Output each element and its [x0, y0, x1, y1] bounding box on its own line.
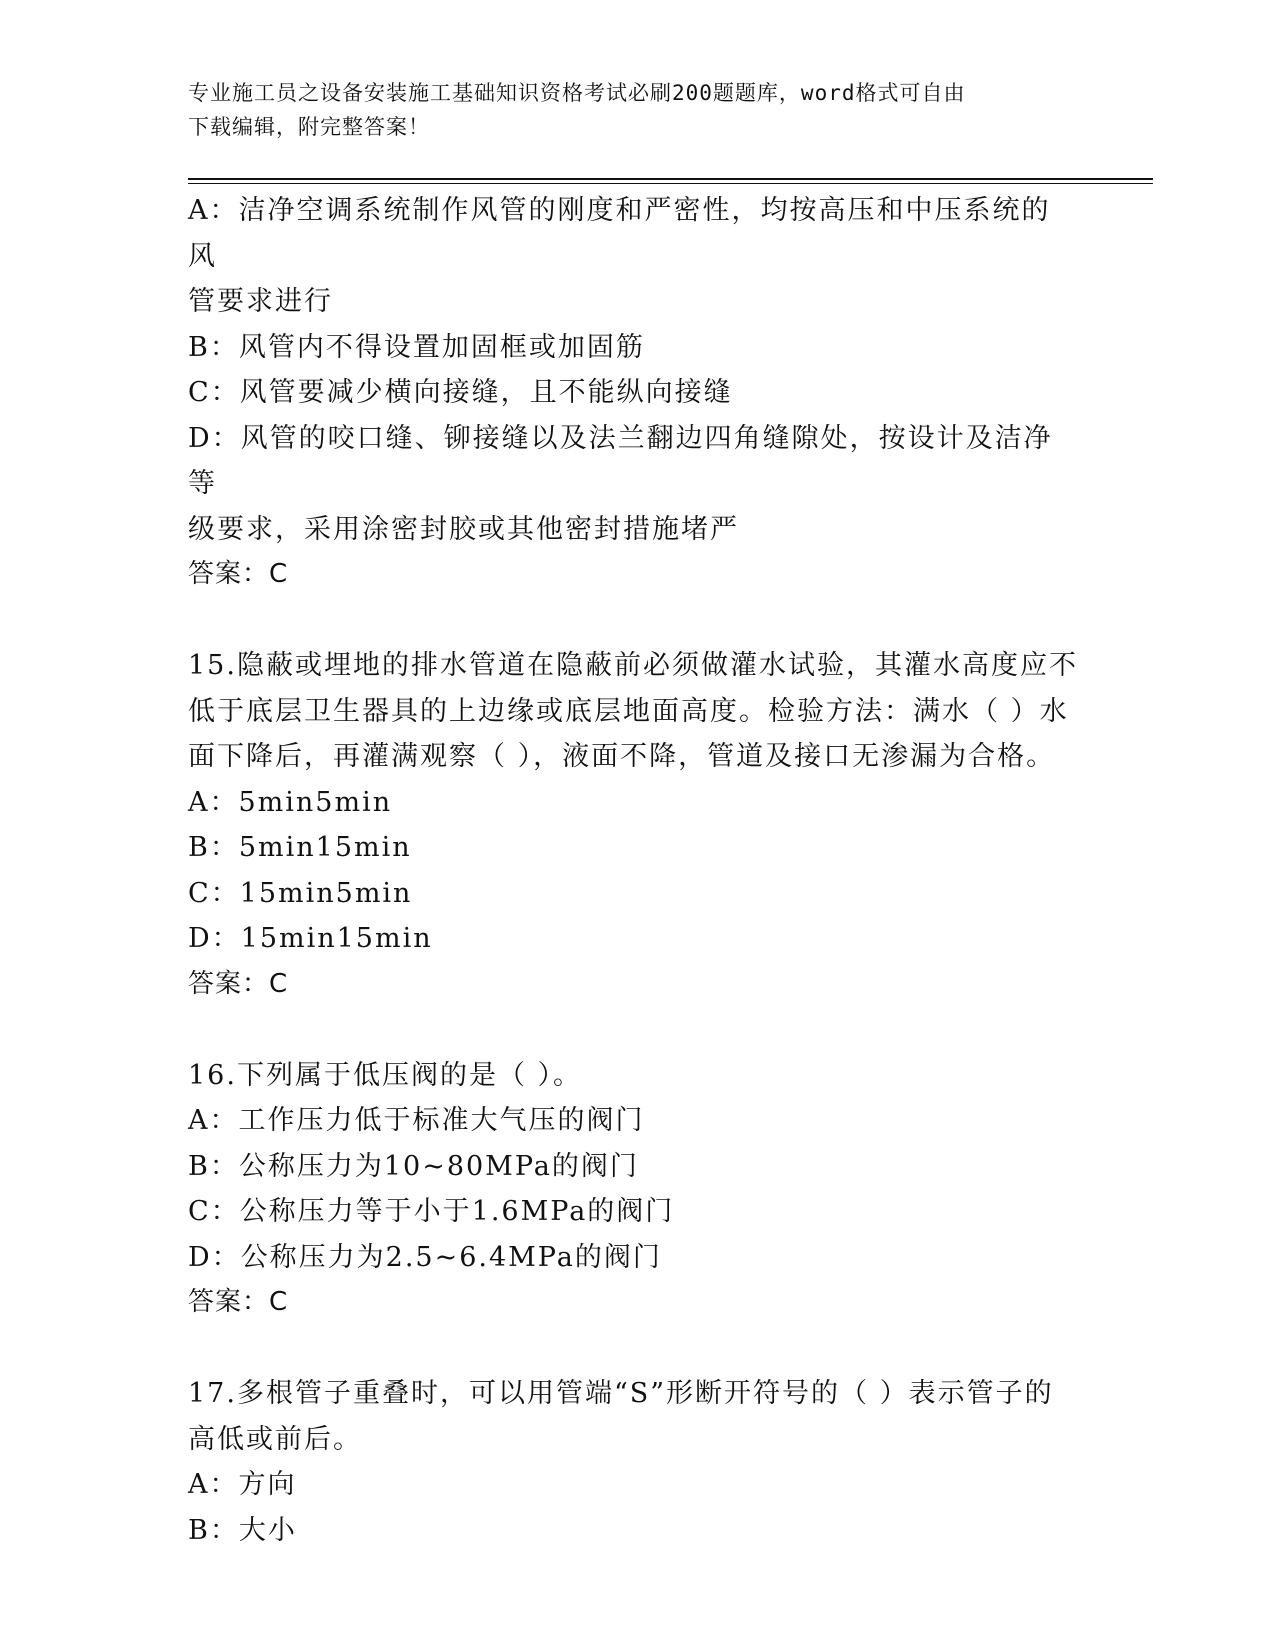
spacer — [188, 1007, 1078, 1053]
question-stem: 16.下列属于低压阀的是（ ）。 — [188, 1059, 583, 1091]
header-divider-thin — [188, 183, 1153, 184]
question-stem-line-2: 低于底层卫生器具的上边缘或底层地面高度。检验方法：满水（ ）水 — [188, 695, 1069, 727]
question-list — [188, 188, 1078, 1553]
question-stem-line-1: 15.隐蔽或埋地的排水管道在隐蔽前必须做灌水试验，其灌水高度应不 — [188, 650, 1078, 681]
option-a: A：方向 — [188, 1469, 297, 1500]
spacer — [188, 1326, 1078, 1372]
option-a-line-1: A：洁净空调系统制作风管的刚度和严密性，均按高压和中压系统的风 — [188, 195, 1051, 272]
header-line-2: 下载编辑，附完整答案！ — [188, 115, 430, 139]
question-14 — [188, 188, 1078, 598]
answer: 答案：C — [188, 1287, 289, 1317]
question-15 — [188, 643, 1078, 1007]
document-header — [188, 76, 1068, 144]
option-c: C：公称压力等于小于1.6MPa的阀门 — [188, 1196, 675, 1227]
question-stem-line-3: 面下降后，再灌满观察（ ），液面不降，管道及接口无渗漏为合格。 — [188, 741, 1056, 772]
option-b: B：风管内不得设置加固框或加固筋 — [188, 331, 645, 363]
question-stem-line-1: 17.多根管子重叠时，可以用管端“S”形断开符号的（ ）表示管子的 — [188, 1378, 1054, 1409]
option-a: A：5min5min — [188, 786, 393, 818]
question-stem-line-2: 高低或前后。 — [188, 1423, 362, 1455]
answer: 答案：C — [188, 559, 289, 589]
option-c: C：风管要减少横向接缝，且不能纵向接缝 — [188, 377, 733, 408]
header-line-1: 专业施工员之设备安装施工基础知识资格考试必刷200题题库，word格式可自由 — [188, 81, 966, 105]
question-17 — [188, 1371, 1078, 1553]
header-divider-thick — [188, 178, 1153, 180]
option-d: D：15min15min — [188, 923, 433, 954]
question-16 — [188, 1053, 1078, 1326]
option-a-line-2: 管要求进行 — [188, 286, 333, 317]
option-b: B：大小 — [188, 1514, 297, 1546]
spacer — [188, 598, 1078, 644]
option-b: B：公称压力为10~80MPa的阀门 — [188, 1150, 639, 1182]
option-a: A：工作压力低于标准大气压的阀门 — [188, 1105, 645, 1136]
option-c: C：15min5min — [188, 877, 413, 909]
answer: 答案：C — [188, 968, 289, 999]
option-d-line-1: D：风管的咬口缝、铆接缝以及法兰翻边四角缝隙处，按设计及洁净等 — [188, 422, 1053, 499]
option-d-line-2: 级要求，采用涂密封胶或其他密封措施堵严 — [188, 513, 739, 545]
option-b: B：5min15min — [188, 832, 412, 863]
option-d: D：公称压力为2.5~6.4MPa的阀门 — [188, 1241, 662, 1273]
